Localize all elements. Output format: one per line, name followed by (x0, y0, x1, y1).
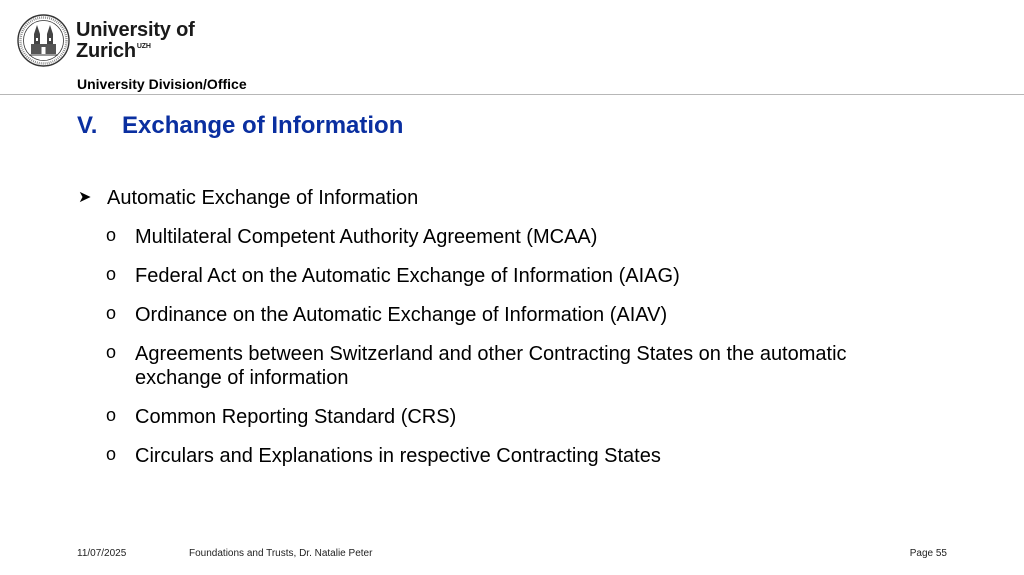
circle-bullet-icon: o (106, 225, 117, 245)
logo-line-1: University of (76, 18, 195, 41)
list-item (106, 264, 978, 288)
page-number: Page 55 (909, 548, 947, 559)
logo-superscript: UZH (136, 42, 151, 50)
bullet-text: Automatic Exchange of Information (107, 187, 419, 209)
list-item-text: Ordinance on the Automatic Exchange of Information (AIAV) (135, 304, 668, 326)
list-item-text: Common Reporting Standard (CRS) (135, 406, 457, 428)
slide-title (77, 112, 403, 140)
header-divider (0, 94, 1024, 95)
list-item (106, 444, 978, 468)
title-text: Exchange of Information (122, 112, 404, 139)
list-item-text: Federal Act on the Automatic Exchange of Information (AIAG) (135, 265, 680, 287)
division-label: University Division/Office (77, 76, 247, 92)
list-item (106, 405, 978, 429)
list-item-text: Circulars and Explanations in respective Contracting States (135, 445, 661, 467)
circle-bullet-icon: o (106, 303, 117, 323)
list-item (106, 342, 978, 390)
circle-bullet-icon: o (106, 405, 117, 425)
university-seal-icon (17, 14, 70, 67)
circle-bullet-icon: o (106, 264, 117, 284)
logo-line-2: Zurich (76, 39, 136, 62)
circle-bullet-icon: o (106, 444, 117, 464)
slide-content (78, 186, 978, 468)
footer-course: Foundations and Trusts, Dr. Natalie Peter (189, 548, 373, 559)
logo-wordmark (76, 20, 195, 62)
section-number: V. (77, 112, 98, 139)
list-item-text: Agreements between Switzerland and other Contracting States on the automatic exchange of information (135, 343, 847, 389)
footer-date: 11/07/2025 (77, 548, 127, 559)
list-item-text: Multilateral Competent Authority Agreement (MCAA) (135, 226, 598, 248)
sub-bullet-list (78, 225, 978, 468)
bullet-item (78, 186, 978, 210)
circle-bullet-icon: o (106, 342, 117, 362)
university-logo (17, 14, 195, 67)
list-item (106, 303, 978, 327)
list-item (106, 225, 978, 249)
arrow-bullet-icon: ➤ (78, 189, 92, 206)
